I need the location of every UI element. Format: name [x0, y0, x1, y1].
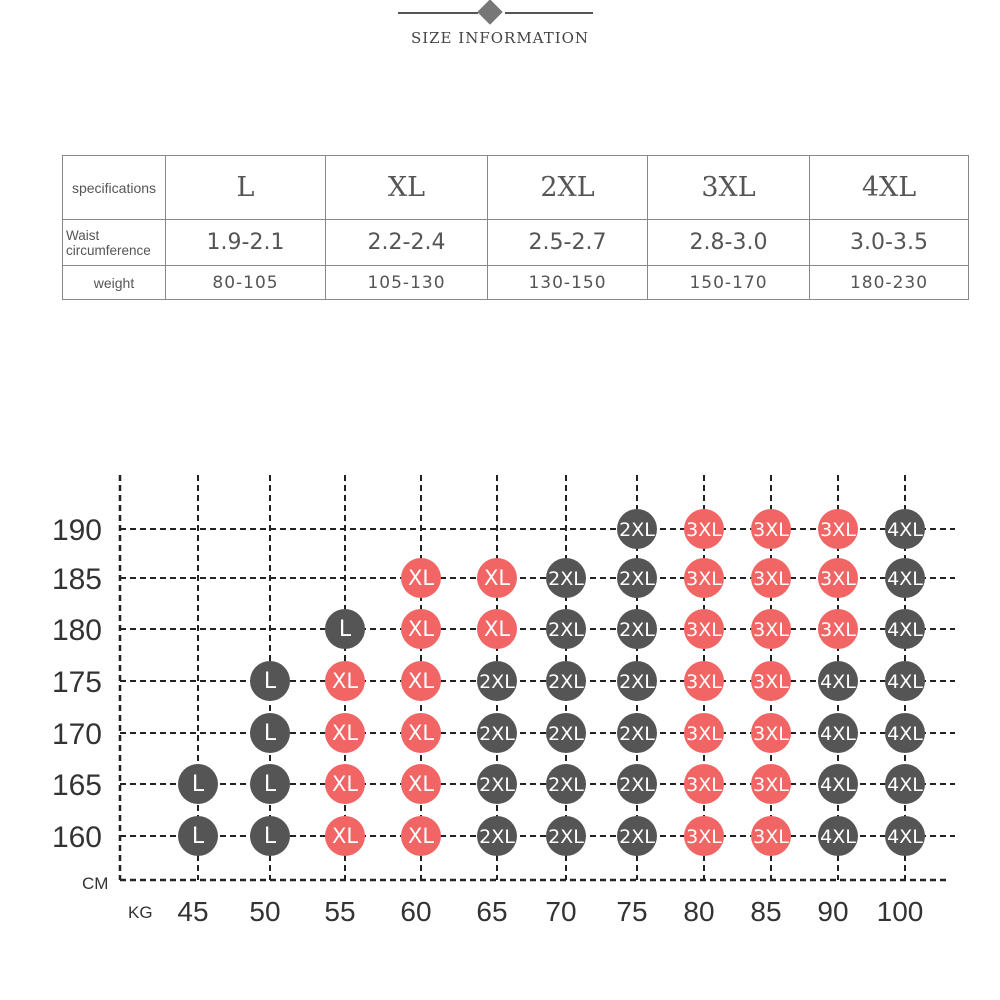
- y-tick-label: 180: [51, 614, 102, 647]
- y-tick-label: 160: [51, 821, 102, 854]
- y-axis-label: CM: [82, 874, 109, 893]
- size-marker-label: L: [263, 721, 277, 746]
- size-marker-label: 4XL: [887, 826, 923, 848]
- size-marker-label: 4XL: [887, 568, 923, 590]
- size-marker-label: 2XL: [548, 671, 584, 693]
- weight-cell: 105-130: [326, 266, 488, 300]
- size-marker-label: XL: [407, 669, 435, 693]
- size-marker-label: 4XL: [820, 826, 856, 848]
- size-cell: XL: [326, 156, 488, 220]
- size-marker-label: 3XL: [753, 568, 789, 590]
- size-marker-label: 2XL: [479, 671, 515, 693]
- size-marker-label: 3XL: [820, 619, 856, 641]
- x-tick-label: 80: [683, 896, 715, 927]
- size-marker-label: 2XL: [548, 826, 584, 848]
- size-cell: 4XL: [810, 156, 969, 220]
- size-marker-label: 2XL: [479, 826, 515, 848]
- waist-cell: 3.0-3.5: [810, 220, 969, 266]
- size-marker-label: XL: [331, 824, 359, 848]
- size-marker-label: 4XL: [887, 774, 923, 796]
- size-marker-label: 2XL: [619, 519, 655, 541]
- size-marker-label: 3XL: [686, 826, 722, 848]
- x-axis-label: KG: [128, 903, 153, 922]
- row-header-waist-line1: Waist: [66, 227, 100, 243]
- size-marker-label: 3XL: [753, 619, 789, 641]
- x-tick-label: 65: [476, 896, 508, 927]
- size-marker-label: XL: [407, 824, 435, 848]
- header-line-left: [398, 12, 478, 14]
- row-header-waist-line2: circumference: [66, 242, 151, 258]
- y-tick-label: 190: [51, 514, 102, 547]
- size-marker-label: 4XL: [820, 723, 856, 745]
- row-header-waist: [63, 220, 166, 266]
- size-marker-label: 2XL: [548, 774, 584, 796]
- x-tick-label: 50: [249, 896, 281, 927]
- waist-cell: 2.5-2.7: [488, 220, 648, 266]
- size-spec-table: [62, 155, 969, 300]
- size-marker-label: 4XL: [820, 671, 856, 693]
- waist-cell: 2.2-2.4: [326, 220, 488, 266]
- size-marker-label: 4XL: [820, 774, 856, 796]
- size-marker-label: 2XL: [619, 826, 655, 848]
- section-header: [0, 0, 1000, 60]
- size-marker-label: 3XL: [753, 826, 789, 848]
- size-marker-label: L: [191, 824, 205, 849]
- size-marker-label: XL: [331, 721, 359, 745]
- size-marker-label: 3XL: [686, 774, 722, 796]
- size-marker-label: L: [263, 824, 277, 849]
- x-tick-label: 75: [616, 896, 648, 927]
- size-marker-label: L: [263, 669, 277, 694]
- y-tick-label: 165: [51, 769, 102, 802]
- size-marker-label: 3XL: [753, 723, 789, 745]
- diamond-icon: [477, 0, 502, 25]
- table-row-waist: [63, 220, 969, 266]
- size-marker-label: L: [263, 772, 277, 797]
- row-header-weight: weight: [63, 266, 166, 300]
- x-tick-label: 90: [817, 896, 849, 927]
- size-marker-label: 4XL: [887, 723, 923, 745]
- size-marker-label: 4XL: [887, 519, 923, 541]
- size-marker-label: L: [191, 772, 205, 797]
- size-marker-label: XL: [407, 617, 435, 641]
- size-marker-label: 2XL: [619, 774, 655, 796]
- size-marker-label: XL: [407, 721, 435, 745]
- x-tick-label: 60: [400, 896, 432, 927]
- size-marker-label: 3XL: [820, 519, 856, 541]
- waist-cell: 2.8-3.0: [648, 220, 810, 266]
- size-cell: L: [166, 156, 326, 220]
- size-marker-label: 2XL: [619, 619, 655, 641]
- size-cell: 2XL: [488, 156, 648, 220]
- size-marker-label: 2XL: [479, 723, 515, 745]
- size-marker-label: 3XL: [686, 568, 722, 590]
- y-tick-label: 175: [51, 666, 102, 699]
- header-line-right: [505, 12, 593, 14]
- size-marker-label: 3XL: [686, 723, 722, 745]
- size-marker-label: 3XL: [686, 619, 722, 641]
- y-tick-label: 170: [51, 718, 102, 751]
- size-grid-chart: [0, 460, 1000, 940]
- size-marker-label: 2XL: [548, 568, 584, 590]
- size-marker-label: 3XL: [753, 519, 789, 541]
- size-marker-label: XL: [407, 772, 435, 796]
- size-marker-label: XL: [331, 669, 359, 693]
- size-marker-label: 2XL: [548, 619, 584, 641]
- size-marker-label: 2XL: [619, 671, 655, 693]
- table-row-specifications: [63, 156, 969, 220]
- size-marker-label: 4XL: [887, 671, 923, 693]
- table-row-weight: [63, 266, 969, 300]
- header-title: SIZE INFORMATION: [410, 29, 590, 47]
- size-cell: 3XL: [648, 156, 810, 220]
- size-marker-label: XL: [483, 566, 511, 590]
- weight-cell: 130-150: [488, 266, 648, 300]
- size-marker-label: L: [338, 617, 352, 642]
- x-tick-label: 85: [750, 896, 782, 927]
- size-marker-label: XL: [331, 772, 359, 796]
- x-tick-label: 70: [545, 896, 577, 927]
- weight-cell: 80-105: [166, 266, 326, 300]
- size-marker-label: XL: [407, 566, 435, 590]
- size-marker-label: 3XL: [753, 774, 789, 796]
- x-tick-label: 100: [876, 896, 924, 927]
- x-tick-label: 55: [324, 896, 356, 927]
- size-marker-label: 2XL: [479, 774, 515, 796]
- size-marker-label: 3XL: [753, 671, 789, 693]
- size-marker-label: 3XL: [686, 519, 722, 541]
- row-header-specifications: specifications: [63, 156, 166, 220]
- size-marker-label: 4XL: [887, 619, 923, 641]
- size-marker-label: 2XL: [619, 568, 655, 590]
- weight-cell: 180-230: [810, 266, 969, 300]
- waist-cell: 1.9-2.1: [166, 220, 326, 266]
- size-marker-label: 3XL: [820, 568, 856, 590]
- size-marker-label: 2XL: [548, 723, 584, 745]
- weight-cell: 150-170: [648, 266, 810, 300]
- size-marker-label: 3XL: [686, 671, 722, 693]
- size-marker-label: XL: [483, 617, 511, 641]
- size-marker-label: 2XL: [619, 723, 655, 745]
- y-tick-label: 185: [51, 563, 102, 596]
- x-tick-label: 45: [177, 896, 209, 927]
